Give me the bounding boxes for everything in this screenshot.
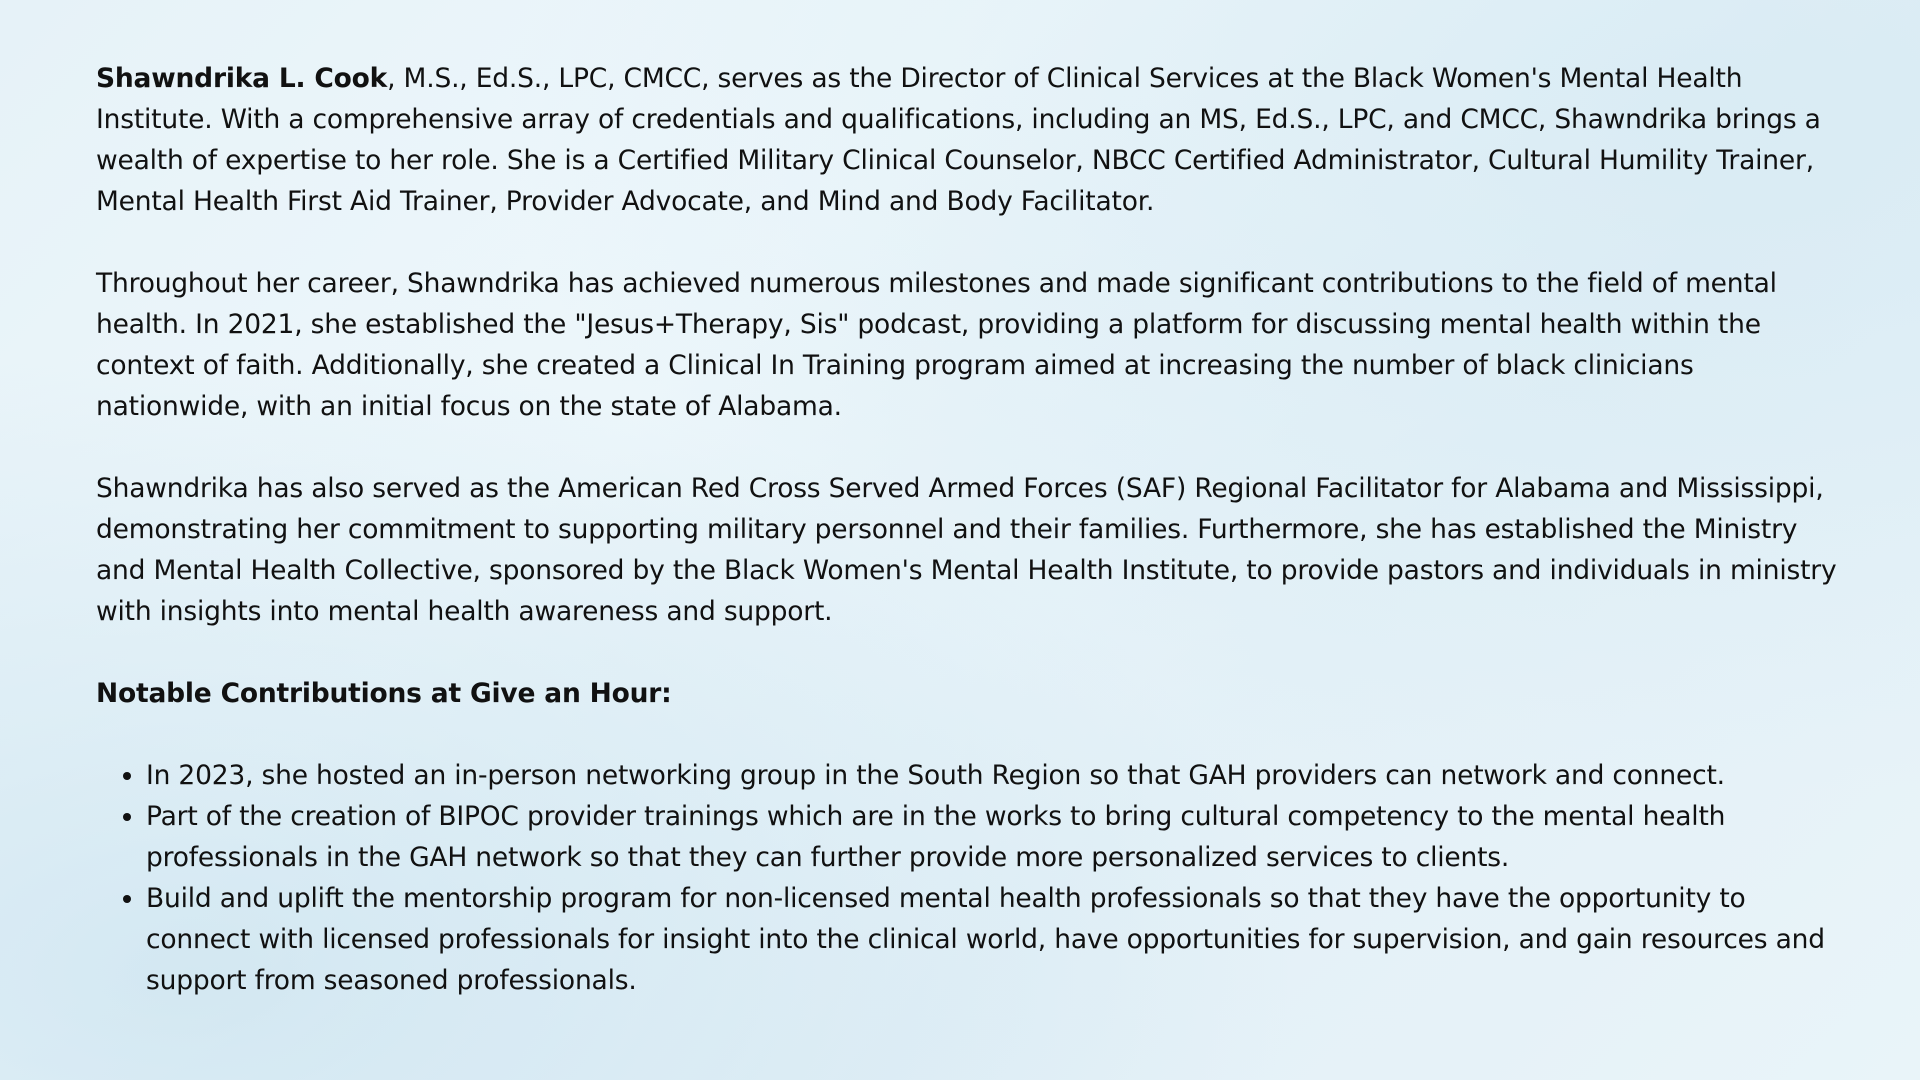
intro-paragraph	[96, 58, 1848, 222]
person-name: Shawndrika L. Cook	[96, 63, 388, 94]
list-item: • Part of the creation of BIPOC provider trainings which are in the works to bring cultural competency to the mental health professionals in the GAH network so that they can further provide more personalized services to clients.	[146, 796, 1848, 878]
career-paragraph: Throughout her career, Shawndrika has achieved numerous milestones and made significant contributions to the field of mental health. In 2021, she established the "Jesus+Therapy, Sis" podcast, providing a platform for discussing mental health within the context of faith. Additionally, she created a Clinical In Training program aimed at increasing the number of black clinicians nationwide, with an initial focus on the state of Alabama.	[96, 268, 1777, 422]
contributions-heading: Notable Contributions at Give an Hour:	[96, 678, 672, 709]
service-paragraph: Shawndrika has also served as the American Red Cross Served Armed Forces (SAF) Regional Facilitator for Alabama and Mississippi, demonstrating her commitment to supporting military personnel and their families. Furthermore, she has established the Ministry and Mental Health Collective, sponsored by the Black Women's Mental Health Institute, to provide pastors and individuals in ministry with insights into mental health awareness and support.	[96, 473, 1837, 627]
contributions-list	[96, 755, 1848, 1001]
list-item: • In 2023, she hosted an in-person networking group in the South Region so that GAH providers can network and connect.	[146, 755, 1848, 796]
list-item: • Build and uplift the mentorship program for non-licensed mental health professionals so that they have the opportunity to connect with licensed professionals for insight into the clinical world, have opportunities for supervision, and gain resources and support from seasoned professionals.	[146, 878, 1848, 1001]
intro-text: , M.S., Ed.S., LPC, CMCC, serves as the Director of Clinical Services at the Black Women's Mental Health Institute. With a comprehensive array of credentials and qualifications, including an MS, Ed.S., LPC, and CMCC, Shawndrika brings a wealth of expertise to her role. She is a Certified Military Clinical Counselor, NBCC Certified Administrator, Cultural Humility Trainer, Mental Health First Aid Trainer, Provider Advocate, and Mind and Body Facilitator.	[96, 63, 1821, 217]
bio-content	[96, 58, 1848, 1001]
